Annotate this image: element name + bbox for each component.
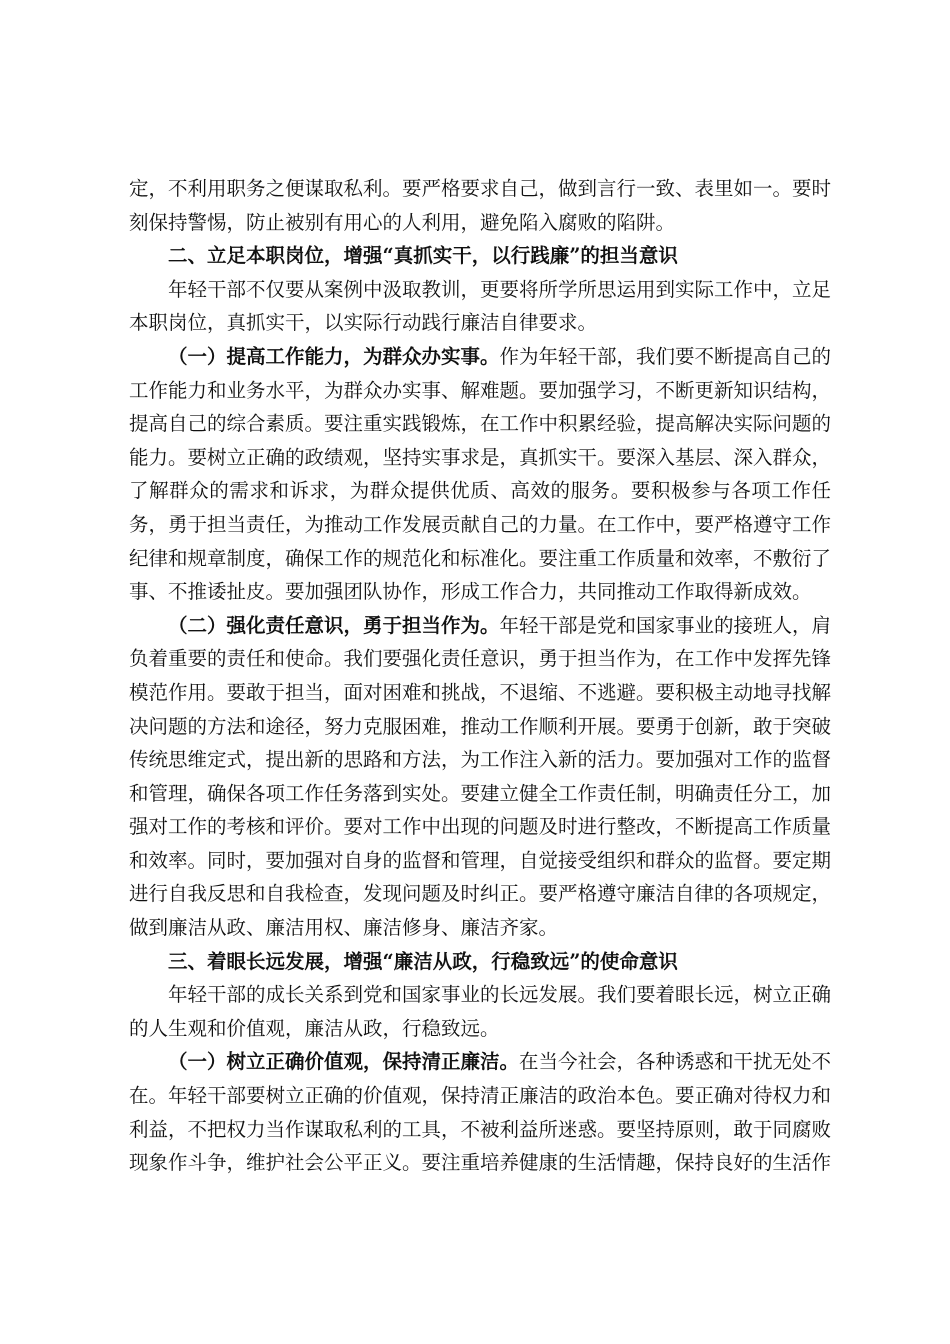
paragraph-line: [129, 273, 831, 307]
section-heading: 二、立足本职岗位，增强“真抓实干，以行践廉”的担当意识: [168, 244, 678, 268]
line-text: 能力。要树立正确的政绩观，坚持实事求是，真抓实干。要深入基层、深入群众，: [129, 445, 832, 469]
paragraph-line: [129, 978, 831, 1012]
line-text: 了解群众的需求和诉求，为群众提供优质、高效的服务。要积极参与各项工作任: [129, 479, 831, 503]
line-text: 的人生观和价值观，廉洁从政，行稳致远。: [129, 1016, 500, 1040]
paragraph-line: [129, 374, 831, 408]
paragraph-line: [129, 642, 831, 676]
line-text: 纪律和规章制度，确保工作的规范化和标准化。要注重工作质量和效率，不敷衍了: [129, 546, 832, 570]
paragraph-line: [129, 1113, 831, 1147]
paragraph-line: [129, 474, 831, 508]
line-text: 年轻干部是党和国家事业的接班人，肩: [499, 613, 832, 637]
line-text: 进行自我反思和自我检查，发现问题及时纠正。要严格遵守廉洁自律的各项规定，: [129, 882, 832, 906]
paragraph-line: [129, 911, 831, 945]
paragraph-line: [129, 777, 831, 811]
line-text: 作为年轻干部，我们要不断提高自己的: [499, 344, 832, 368]
section-heading: 三、着眼长远发展，增强“廉洁从政，行稳致远”的使命意识: [168, 949, 678, 973]
paragraph-line: [129, 877, 831, 911]
line-text: 传统思维定式，提出新的思路和方法，为工作注入新的活力。要加强对工作的监督: [129, 748, 832, 772]
paragraph-line: [129, 844, 831, 878]
line-text: 决问题的方法和途径，努力克服困难，推动工作顺利开展。要勇于创新，敢于突破: [129, 714, 832, 738]
line-text: 提高自己的综合素质。要注重实践锻炼，在工作中积累经验，提高解决实际问题的: [129, 412, 832, 436]
subsection-lead: （一）提高工作能力，为群众办实事。: [168, 344, 500, 368]
line-text: 做到廉洁从政、廉洁用权、廉洁修身、廉洁齐家。: [129, 916, 559, 940]
document-page: [129, 172, 831, 1180]
paragraph-line: [129, 407, 831, 441]
line-text: 本职岗位，真抓实干，以实际行动践行廉洁自律要求。: [129, 311, 598, 335]
paragraph-line: [129, 172, 831, 206]
line-text: 利益，不把权力当作谋取私利的工具，不被利益所迷惑。要坚持原则，敢于同腐败: [129, 1117, 832, 1141]
line-text: 和效率。同时，要加强对自身的监督和管理，自觉接受组织和群众的监督。要定期: [129, 848, 832, 872]
paragraph-line: [129, 441, 831, 475]
line-text: 和管理，确保各项工作任务落到实处。要建立健全工作责任制，明确责任分工，加: [129, 781, 832, 805]
line-text: 工作能力和业务水平，为群众办实事、解难题。要加强学习，不断更新知识结构，: [129, 378, 832, 402]
paragraph-line: [129, 1045, 831, 1079]
paragraph-line: [129, 609, 831, 643]
line-text: 刻保持警惕，防止被别有用心的人利用，避免陷入腐败的陷阱。: [129, 210, 676, 234]
line-text: 在。年轻干部要树立正确的价值观，保持清正廉洁的政治本色。要正确对待权力和: [129, 1084, 832, 1108]
line-text: 负着重要的责任和使命。我们要强化责任意识，勇于担当作为，在工作中发挥先锋: [129, 647, 832, 671]
paragraph-line: [129, 340, 831, 374]
line-text: 定，不利用职务之便谋取私利。要严格要求自己，做到言行一致、表里如一。要时: [129, 177, 832, 200]
subsection-lead: （一）树立正确价值观，保持清正廉洁。: [168, 1050, 520, 1074]
paragraph-line: [129, 1079, 831, 1113]
paragraph-line: [129, 1146, 831, 1180]
paragraph-line: [129, 1012, 831, 1046]
line-text: 年轻干部的成长关系到党和国家事业的长远发展。我们要着眼长远，树立正确: [168, 983, 832, 1007]
subsection-lead: （二）强化责任意识，勇于担当作为。: [168, 613, 500, 637]
line-text: 在当今社会，各种诱惑和干扰无处不: [519, 1050, 832, 1074]
line-text: 强对工作的考核和评价。要对工作中出现的问题及时进行整改，不断提高工作质量: [129, 815, 832, 839]
paragraph-line: [129, 575, 831, 609]
line-text: 事、不推诿扯皮。要加强团队协作，形成工作合力，共同推动工作取得新成效。: [129, 580, 812, 604]
paragraph-line: [129, 710, 831, 744]
paragraph-line: [129, 676, 831, 710]
line-text: 模范作用。要敢于担当，面对困难和挑战，不退缩、不逃避。要积极主动地寻找解: [129, 680, 832, 704]
line-text: 年轻干部不仅要从案例中汲取教训，更要将所学所思运用到实际工作中，立足: [168, 277, 832, 301]
paragraph-line: [129, 542, 831, 576]
paragraph-line: [129, 206, 831, 240]
paragraph-line: [129, 306, 831, 340]
line-text: 务，勇于担当责任，为推动工作发展贡献自己的力量。在工作中，要严格遵守工作: [129, 512, 832, 536]
paragraph-line: [129, 743, 831, 777]
paragraph-line: [129, 810, 831, 844]
paragraph-line: [129, 508, 831, 542]
line-text: 现象作斗争，维护社会公平正义。要注重培养健康的生活情趣，保持良好的生活作: [129, 1151, 832, 1175]
